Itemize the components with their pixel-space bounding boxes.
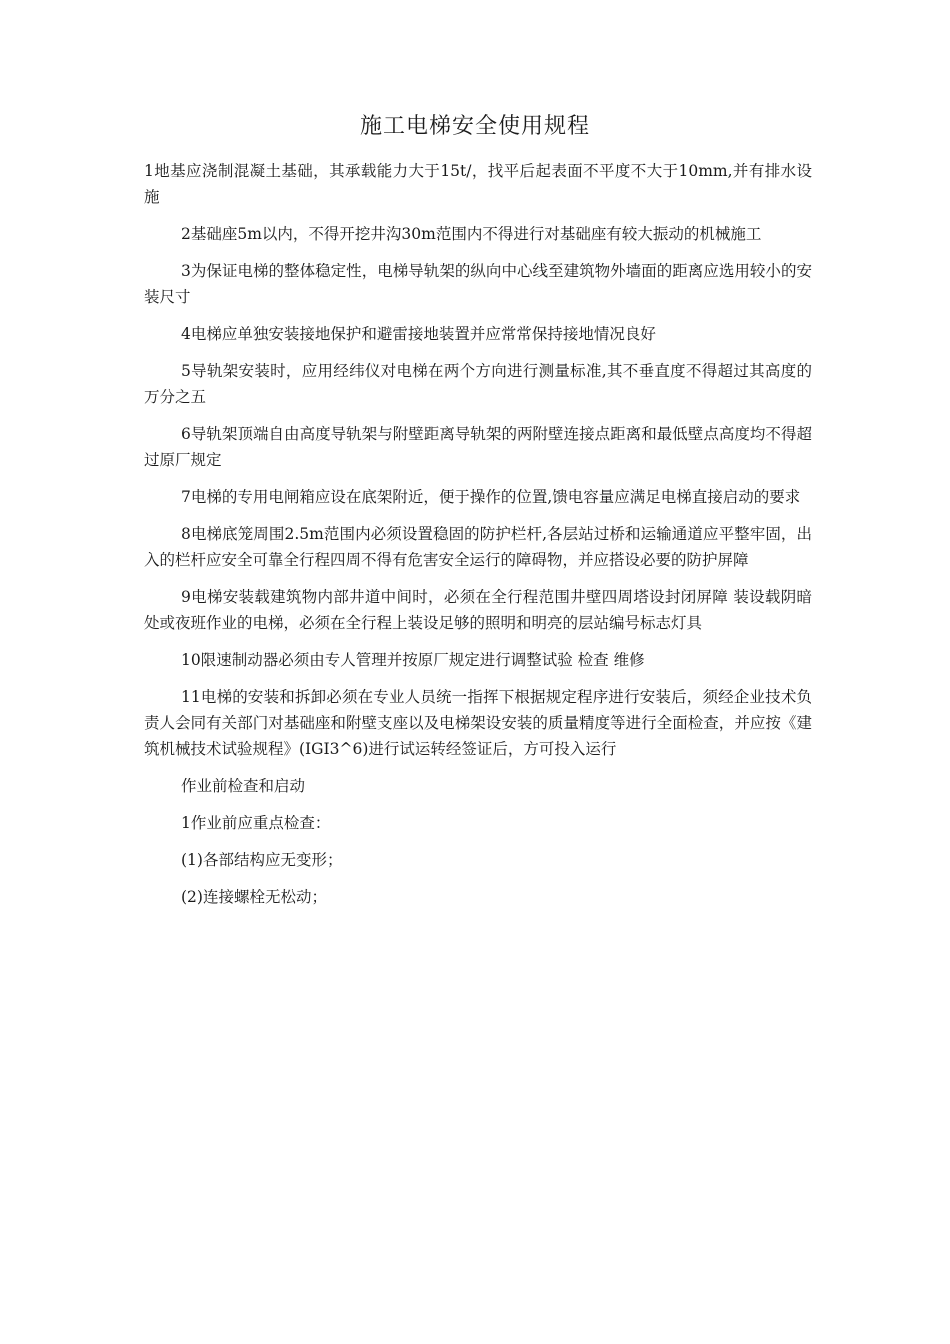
- paragraph-4: 4电梯应单独安装接地保护和避雷接地装置并应常常保持接地情况良好: [181, 325, 656, 343]
- paragraph-11: 11电梯的安装和拆卸必须在专业人员统一指挥下根据规定程序进行安装后，须经企业技术负责人会同有关部门对基础座和附壁支座以及电梯架设安装的质量精度等进行全面检查，并应按《建筑机械技术试验规程》(IGI3^6)进行试运转经签证后，方可投入运行: [144, 688, 812, 758]
- document-title: 施工电梯安全使用规程: [359, 114, 590, 139]
- paragraph-2: 2基础座5m以内，不得开挖井沟30m范围内不得进行对基础座有较大振动的机械施工: [181, 225, 762, 243]
- paragraph-check-1: 1作业前应重点检查：: [181, 814, 331, 832]
- list-item-2: (2)连接螺栓无松动；: [181, 888, 327, 906]
- paragraph-1: 1地基应浇制混凝土基础，其承载能力大于15t/，找平后起表面不平度不大于10mm,并有排水设施: [144, 162, 812, 206]
- document-body: [144, 158, 812, 921]
- paragraph-7: 7电梯的专用电闸箱应设在底架附近，便于操作的位置,馈电容量应满足电梯直接启动的要求: [181, 488, 801, 506]
- paragraph-9: 9电梯安装载建筑物内部井道中间时，必须在全行程范围井壁四周塔设封闭屏障 装设载阴暗处或夜班作业的电梯，必须在全行程上装设足够的照明和明亮的层站编号标志灯具: [144, 588, 812, 632]
- section-heading: 作业前检查和启动: [181, 777, 306, 795]
- paragraph-10: 10限速制动器必须由专人管理并按原厂规定进行调整试验 检查 维修: [181, 651, 645, 669]
- paragraph-3: 3为保证电梯的整体稳定性，电梯导轨架的纵向中心线至建筑物外墙面的距离应选用较小的安装尺寸: [144, 262, 812, 306]
- paragraph-6: 6导轨架顶端自由高度导轨架与附壁距离导轨架的两附壁连接点距离和最低壁点高度均不得超过原厂规定: [144, 425, 812, 469]
- list-item-1: (1)各部结构应无变形；: [181, 851, 343, 869]
- paragraph-5: 5导轨架安装时，应用经纬仪对电梯在两个方向进行测量标准,其不垂直度不得超过其高度的万分之五: [144, 362, 812, 406]
- paragraph-8: 8电梯底笼周围2.5m范围内必须设置稳固的防护栏杆,各层站过桥和运输通道应平整牢固，出入的栏杆应安全可靠全行程四周不得有危害安全运行的障碍物，并应搭设必要的防护屏障: [144, 525, 812, 569]
